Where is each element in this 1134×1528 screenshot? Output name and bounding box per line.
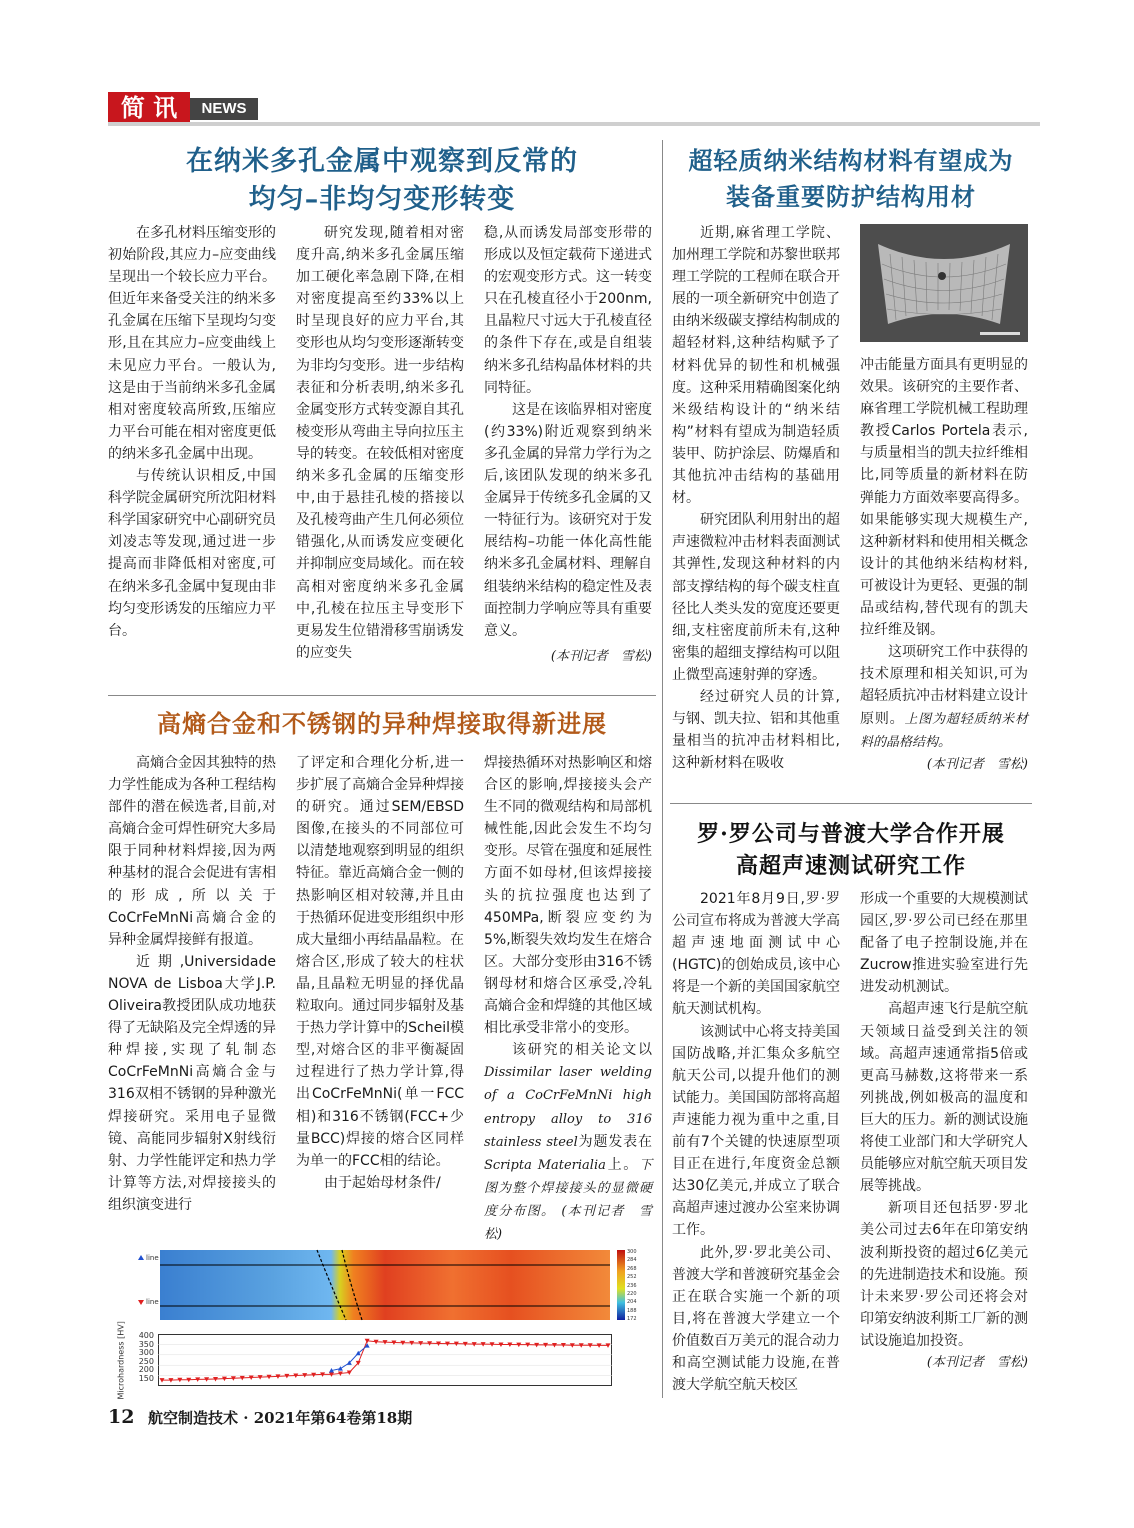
text-run: 该研究的相关论文以 <box>512 1042 652 1059</box>
lattice-structure <box>860 224 1028 342</box>
paragraph: 在多孔材料压缩变形的初始阶段,其应力–应变曲线呈现出一个较长应力平台。但近年来备受关注的纳米多孔金属在压缩下呈现均匀变形,且在其应力–应变曲线上未见应力平台。一般认为,这是由于当前纳米多孔金属相对密度较高所致,压缩应力平台可能在相对密度更低的纳米多孔金属中出现。 <box>108 225 276 462</box>
journal-name: Scripta Materialia <box>484 1157 606 1173</box>
footer <box>108 1406 608 1432</box>
paragraph: 了评定和合理化分析,进一步扩展了高熵合金异种焊接的研究。通过SEM/EBSD图像,在接头的不同部位可以清楚地观察到明显的组织特征。靠近高熵合金一侧的热影响区相对较薄,并且由于热循环促进变形组织中形成大量细小再结晶晶粒。在熔合区,形成了较大的柱状晶,且晶粒无明显的择优晶粒取向。通过同步辐射及基于热力学计算中的Scheil模型,对熔合区的非平衡凝固过程进行了热力学计算,得出CoCrFeMnNi(单一FCC相)和316不锈钢(FCC+少量BCC)焊接的熔合区同样为单一的FCC相的结论。 <box>296 755 464 1169</box>
colorbar-label: 268 <box>627 1265 637 1272</box>
header-rule <box>108 122 1040 126</box>
colorbar-labels <box>627 1248 651 1324</box>
article2-col2 <box>296 752 464 1194</box>
section-header <box>108 92 258 124</box>
article4-col1 <box>672 888 840 1396</box>
paragraph: 焊接热循环对热影响区和熔合区的影响,焊接接头会产生不同的微观结构和局部机械性能,因此会发生不均匀变形。尽管在强度和延展性方面不如母材,但该焊接接头的抗拉强度也达到了450MPa,断裂应变约为5%,断裂失效均发生在熔合区。大部分变形由316不锈钢母材和熔合区承受,冷轧高熵合金和焊缝的其他区域相比承受非常小的变形。 <box>484 755 652 1037</box>
article2-col1 <box>108 752 276 1216</box>
colorbar-label: 172 <box>627 1316 637 1323</box>
paragraph: 新项目还包括罗·罗北美公司过去6年在印第安纳波利斯投资的超过6亿美元的先进制造技术和设施。预计未来罗·罗公司还将会对印第安纳波利斯工厂新的测试设施追加投资。 <box>860 1200 1028 1349</box>
paragraph: 由于起始母材条件/ <box>324 1174 441 1191</box>
article4-credit: (本刊记者 雪松) <box>926 1354 1028 1370</box>
article-divider-right <box>670 803 1032 804</box>
colorbar-label: 204 <box>627 1299 637 1306</box>
article-divider <box>108 695 656 696</box>
text-run: 上。 <box>605 1156 639 1173</box>
paragraph: 研究发现,随着相对密度升高,纳米多孔金属压缩加工硬化率急剧下降,在相对密度提高至约33%以上时呈现良好的应力平台,其变形也从均匀变形逐渐转变为非均匀变形。进一步结构表征和分析表明,纳米多孔金属变形方式转变源自其孔棱变形从弯曲主导向拉压主导的转变。在较低相对密度纳米多孔金属的压缩变形中,由于悬挂孔棱的搭接以及孔棱弯曲产生几何必须位错强化,从而诱发应变硬化并抑制应变局域化。而在较高相对密度纳米多孔金属中,孔棱在拉压主导变形下更易发生位错滑移雪崩诱发的应变失 <box>296 225 464 661</box>
page-number: 12 <box>108 1406 135 1428</box>
article4-title-line2: 高超声速测试研究工作 <box>735 853 966 879</box>
colorbar-label: 300 <box>627 1249 637 1255</box>
text-run: 这项研究工作中获得的技术原理和相关知识,可为超轻质抗冲击材料建立设计原则。 <box>860 644 1028 727</box>
article1-col2 <box>296 222 464 664</box>
column-divider <box>662 140 663 1398</box>
chart-yticks <box>132 1332 154 1384</box>
article2-title: 高熵合金和不锈钢的异种焊接取得新进展 <box>157 709 607 738</box>
paper-title: Dissimilar laser welding of a CoCrFeMnNi high entropy alloy to 316 stainless steel <box>484 1065 652 1150</box>
article3-col1 <box>672 222 840 774</box>
y-tick: 300 <box>138 1348 154 1358</box>
section-label-cn: 简 讯 <box>108 92 190 124</box>
paragraph: 研究团队利用射出的超声速微粒冲击材料表面测试其弹性,发现这种材料的内部支撑结构的每个碳支柱直径比人类头发的宽度还要更细,支柱密度前所未有,这种密集的超细支撑结构可以阻止微型高速射弹的穿透。 <box>672 512 840 683</box>
article1-title <box>108 143 656 219</box>
paragraph <box>860 641 1028 753</box>
paragraph: 冲击能量方面具有更明显的效果。该研究的主要作者、麻省理工学院机械工程助理教授Carlos Portela表示,与质量相当的凯夫拉纤维相比,同等质量的新材料在防弹能力方面效率要高得多。如果能够实现大规模生产,这种新材料和使用相关概念设计的其他纳米结构材料,可被设计为更轻、更强的制品或结构,替代现有的凯夫拉纤维及钢。 <box>860 357 1028 639</box>
article3-col2 <box>860 354 1028 776</box>
article1-title-line1: 在纳米多孔金属中观察到反常的 <box>186 146 578 177</box>
article3-title <box>668 143 1034 215</box>
article1-col1 <box>108 222 276 642</box>
figure-caption: 下图为整个焊接接头的显微硬度分布图。 <box>484 1157 653 1219</box>
article2-col3 <box>484 752 652 1246</box>
y-tick: 250 <box>138 1356 154 1366</box>
article1-title-line2: 均匀–非均匀变形转变 <box>248 184 516 215</box>
y-tick: 200 <box>138 1365 154 1375</box>
paragraph: 2021年8月9日,罗·罗公司宣布将成为普渡大学高超声速地面测试中心(HGTC)的创始成员,该中心将是一个新的美国国家航空航天测试机构。 <box>672 891 840 1018</box>
y-tick: 350 <box>138 1339 154 1349</box>
journal-info: 航空制造技术 · 2021年第64卷第18期 <box>148 1409 413 1427</box>
paragraph: 经过研究人员的计算,与钢、凯夫拉、铝和其他重量相当的抗冲击材料相比,这种新材料在吸收 <box>672 688 840 772</box>
article3-title-line1: 超轻质纳米结构材料有望成为 <box>688 146 1014 175</box>
paragraph: 高熵合金因其独特的热力学性能成为各种工程结构部件的潜在候选者,目前,对高熵合金可焊性研究大多局限于同种材料焊接,因为两种基材的混合会促进有害相的形成,所以关于CoCrFeMnNi高熵合金的异种金属焊接鲜有报道。 <box>108 755 276 948</box>
article2-credit: (本刊记者 雪松) <box>484 1203 652 1242</box>
paragraph: 该测试中心将支持美国国防战略,并汇集众多航空航天公司,以提升他们的测试能力。美国国防部将高超声速能力视为重中之重,目前有7个关键的快速原型项目正在进行,年度资金总额达30亿美元,并成立了联合高超声速过渡办公室来协调工作。 <box>672 1023 840 1239</box>
lattice-image <box>860 224 1028 342</box>
weld-figure <box>112 1248 652 1400</box>
figure-caption: 上图为超轻质纳米材料的晶格结构。 <box>860 711 1028 750</box>
article1-col3 <box>484 222 652 668</box>
line-label-lower: line <box>146 1298 159 1306</box>
article4-title-line1: 罗·罗公司与普渡大学合作开展 <box>697 821 1005 847</box>
chart-ylabel: Microhardness [HV] <box>116 1321 126 1400</box>
article1-credit: (本刊记者 雪松) <box>550 648 652 664</box>
paragraph: 稳,从而诱发局部变形带的形成以及恒定载荷下递进式的宏观变形方式。这一转变只在孔棱直径小于200nm,且晶粒尺寸远大于孔棱直径的条件下存在,或是自组装纳米多孔结构晶体材料的共同特征。 <box>484 225 652 396</box>
paragraph: 近期,麻省理工学院、加州理工学院和苏黎世联邦理工学院的工程师在联合开展的一项全新研究中创造了由纳米级碳支撑结构制成的超轻材料,这种结构赋予了材料优异的韧性和机械强度。这种采用精确图案化纳米级结构设计的“纳米结构”材料有望成为制造轻质装甲、防护涂层、防爆盾和其他抗冲击结构的基础用材。 <box>672 225 840 507</box>
paragraph: 形成一个重要的大规模测试园区,罗·罗公司已经在那里配备了电子控制设施,并在Zucrow推进实验室进行先进发动机测试。 <box>860 891 1028 996</box>
paragraph: 高超声速飞行是航空航天领域日益受到关注的领域。高超声速通常指5倍或更高马赫数,这将带来一系列挑战,例如极高的温度和巨大的压力。新的测试设施将使工业部门和大学研究人员能够应对航空航天项目发展等挑战。 <box>860 1001 1028 1195</box>
text-run: 为题发表在 <box>577 1133 653 1150</box>
y-tick: 400 <box>138 1331 154 1340</box>
article4-col2 <box>860 888 1028 1374</box>
colorbar-label: 188 <box>627 1307 637 1314</box>
article3-title-line2: 装备重要防护结构用材 <box>726 182 976 211</box>
colorbar-label: 252 <box>627 1274 637 1281</box>
article3-credit: (本刊记者 雪松) <box>926 756 1028 772</box>
paragraph: 与传统认识相反,中国科学院金属研究所沈阳材料科学国家研究中心副研究员刘凌志等发现,通过进一步提高而非降低相对密度,可在纳米多孔金属中复现由非均匀变形诱发的压缩应力平台。 <box>108 468 276 639</box>
colorbar-label: 236 <box>627 1282 637 1289</box>
article4-title <box>668 818 1034 882</box>
colorbar-label: 284 <box>627 1257 637 1264</box>
paragraph: 这是在该临界相对密度(约33%)附近观察到纳米多孔金属的异常力学行为之后,该团队发现的纳米多孔金属异于传统多孔金属的又一特征行为。该研究对于发展结构–功能一体化高性能纳米多孔金属材料、理解自组装纳米结构的稳定性及表面控制力学响应等具有重要意义。 <box>484 401 652 639</box>
hardness-plot <box>158 1334 612 1386</box>
colorbar-label: 220 <box>627 1291 637 1298</box>
paragraph: 此外,罗·罗北美公司、普渡大学和普渡研究基金会正在联合实施一个新的项目,将在普渡大学建立一个价值数百万美元的混合动力和高空测试能力设施,在普渡大学航空航天校区 <box>672 1244 840 1394</box>
paragraph <box>484 1039 652 1246</box>
section-label-en: NEWS <box>190 98 258 120</box>
line-label-upper: line <box>146 1254 159 1262</box>
y-tick: 150 <box>138 1373 154 1383</box>
paragraph: 近期,Universidade NOVA de Lisboa大学J.P. Oliveira教授团队成功地获得了无缺陷及完全焊透的异种焊接,实现了轧制态CoCrFeMnNi高熵合金与316双相不锈钢的异种激光焊接研究。采用电子显微镜、高能同步辐射X射线衍射、力学性能评定和热力学计算等方法,对焊接接头的组织演变进行 <box>108 953 276 1213</box>
